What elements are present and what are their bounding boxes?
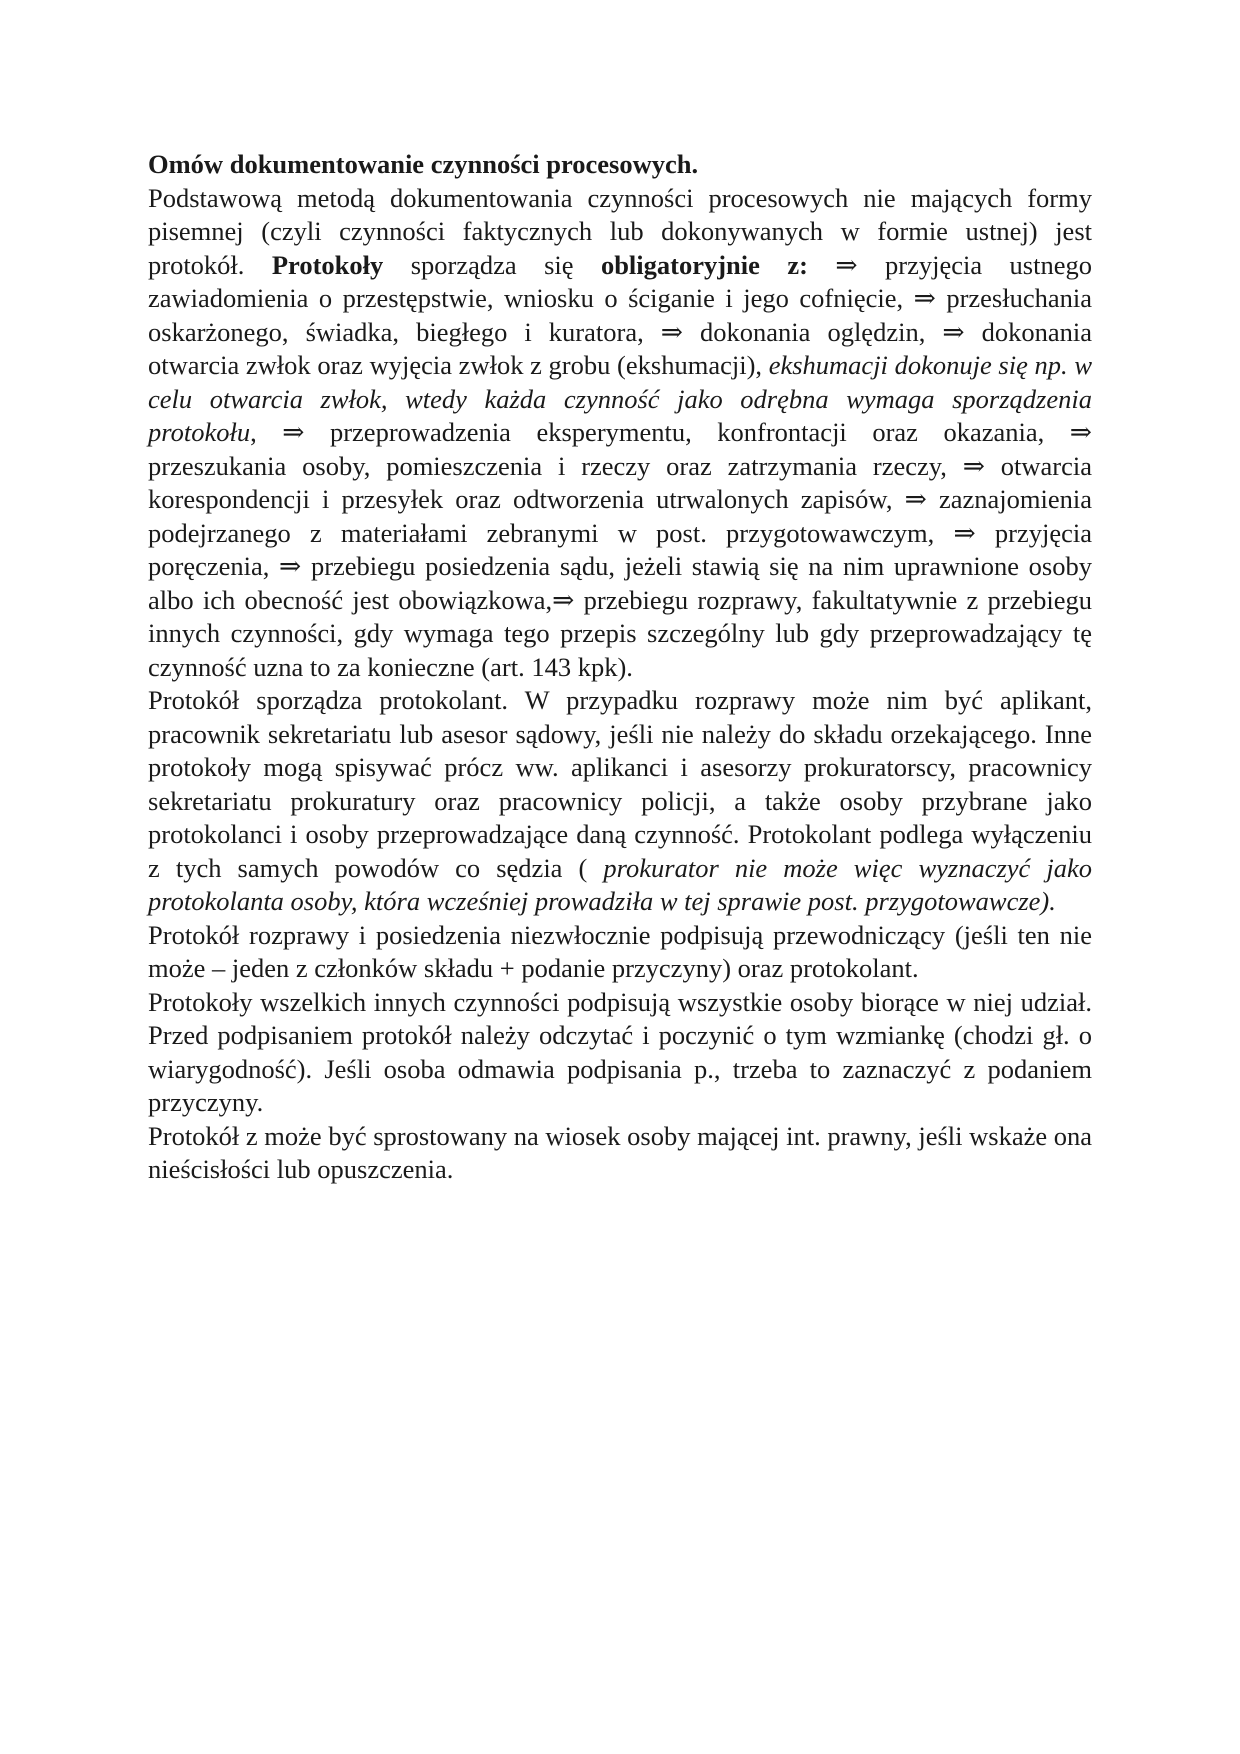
text-run: , ⇒ przeprowadzenia eksperymentu, konfrontacji oraz okazania, ⇒ przeszukania osoby, pomieszczenia i rzeczy oraz zatrzymania rzeczy, ⇒ otwarcia korespondencji i przesyłek oraz odtworzenia utrwalonych zapisów, ⇒ zaznajomienia podejrzanego z materiałami zebranymi w post. przygotowawczym, ⇒ przyjęcia poręczenia, ⇒ przebiegu posiedzenia sądu, jeżeli stawią się na nim uprawnione osoby albo ich obecność jest obowiązkowa,⇒ przebiegu rozprawy, fakultatywnie z przebiegu innych czynności, gdy wymaga tego przepis szczególny lub gdy przeprowadzający tę czynność uzna to za konieczne (art. 143 kpk). (148, 417, 1092, 682)
text-run: ⇒ przyjęcia ustnego zawiadomienia o przestępstwie, wniosku o ściganie i jego cofnięcie, ⇒ przesłuchania oskarżonego, świadka, biegłego i kuratora, ⇒ dokonania oględzin, ⇒ dokonania otwarcia zwłok oraz wyjęcia zwłok z grobu (ekshumacji), (148, 249, 1092, 380)
bold-text-run: obligatoryjnie z: (600, 249, 808, 280)
bold-text-run: Protokoły (271, 249, 384, 280)
paragraph-protocols-obligatory (148, 182, 1092, 685)
paragraph-correction: Protokół z może być sprostowany na wiosek osoby mającej int. prawny, jeśli wskaże ona nieścisłości lub opuszczenia. (148, 1120, 1092, 1184)
text-run: Podstawową metodą dokumentowania czynności procesowych nie mających formy pisemnej (czyli czynności faktycznych lub dokonywanych w formie ustnej) jest protokół. (148, 182, 1092, 280)
text-run: sporządza się (383, 249, 601, 280)
text-run: Protokół sporządza protokolant. W przypadku rozprawy może nim być aplikant, pracownik sekretariatu lub asesor sądowy, jeśli nie należy do składu orzekającego. Inne protokoły mogą spisywać prócz ww. aplikanci i asesorzy prokuratorscy, pracownicy sekretariatu prokuratury oraz pracownicy policji, a także osoby przybrane jako protokolanci i osoby przeprowadzające daną czynność. Protokolant podlega wyłączeniu z tych samych powodów co sędzia ( (148, 685, 1092, 883)
italic-text-run: prokurator nie może więc wyznaczyć jako protokolanta osoby, która wcześniej prowadziła w tej sprawie post. przygotowawcze). (148, 852, 1092, 916)
paragraph-other-signatures: Protokoły wszelkich innych czynności podpisują wszystkie osoby biorące w niej udział. Przed podpisaniem protokół należy odczytać i poczynić o tym wzmiankę (chodzi gł. o wiarygodność). Jeśli osoba odmawia podpisania p., trzeba to zaznaczyć z podaniem przyczyny. (148, 986, 1092, 1117)
document-page (148, 148, 1092, 1187)
paragraph-hearing-signatures: Protokół rozprawy i posiedzenia niezwłocznie podpisują przewodniczący (jeśli ten nie może – jeden z członków składu + podanie przyczyny) oraz protokolant. (148, 919, 1092, 983)
document-title: Omów dokumentowanie czynności procesowych. (148, 149, 699, 179)
paragraph-protocol-clerk (148, 684, 1092, 919)
italic-text-run: ekshumacji dokonuje się np. w celu otwarcia zwłok, wtedy każda czynność jako odrębna wymaga sporządzenia protokołu (148, 350, 1092, 447)
